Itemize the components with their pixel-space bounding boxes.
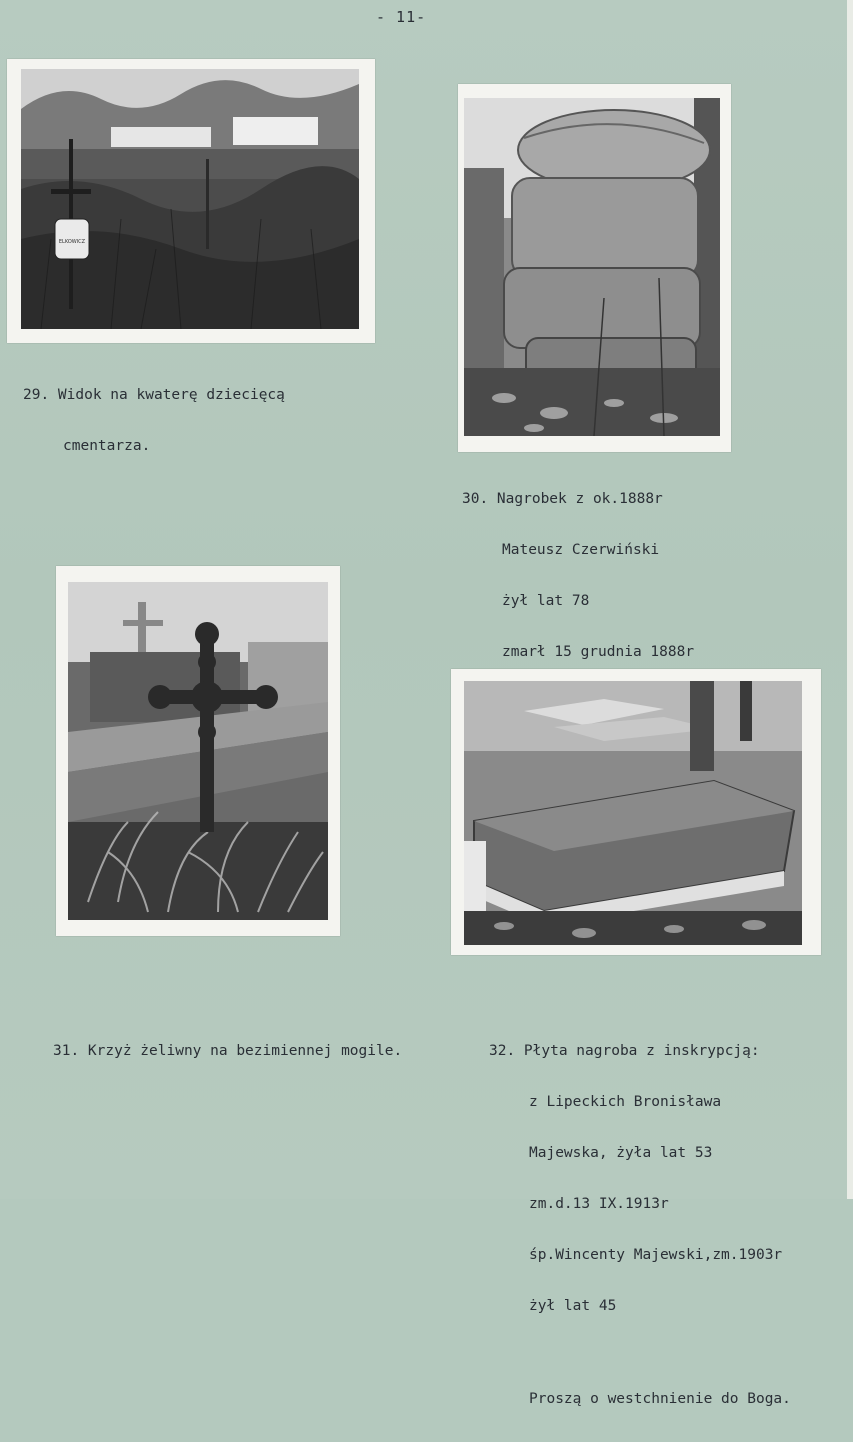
photo-30-image <box>464 98 720 436</box>
caption-30: 30. Nagrobek z ok.1888r Mateusz Czerwiński żył lat 78 zmarł 15 grudnia 1888r <box>462 491 695 660</box>
page-number: - 11- <box>376 8 427 26</box>
page-edge <box>847 0 853 1199</box>
caption-29: 29. Widok na kwaterę dziecięcą cmentarza. <box>23 387 285 454</box>
photo-29-childrens-section <box>7 59 375 343</box>
photo-31-cast-iron-cross <box>56 566 340 936</box>
caption-32: 32. Płyta nagroba z inskrypcją: z Lipeckich Bronisława Majewska, żyła lat 53 zm.d.13 IX.1913r śp.Wincenty Majewski,zm.1903r żył lat 45 Proszą o westchnienie do Boga. <box>489 1043 791 1407</box>
photo-31-image <box>68 582 328 920</box>
photo-29-image <box>21 69 359 329</box>
caption-31: 31. Krzyż żeliwny na bezimiennej mogile. <box>53 1043 403 1059</box>
photo-32-image <box>464 681 802 945</box>
photo-30-tombstone <box>458 84 731 452</box>
photo-32-grave-slab <box>451 669 821 955</box>
grave-plate-text: ELKOWICZ <box>58 239 86 245</box>
